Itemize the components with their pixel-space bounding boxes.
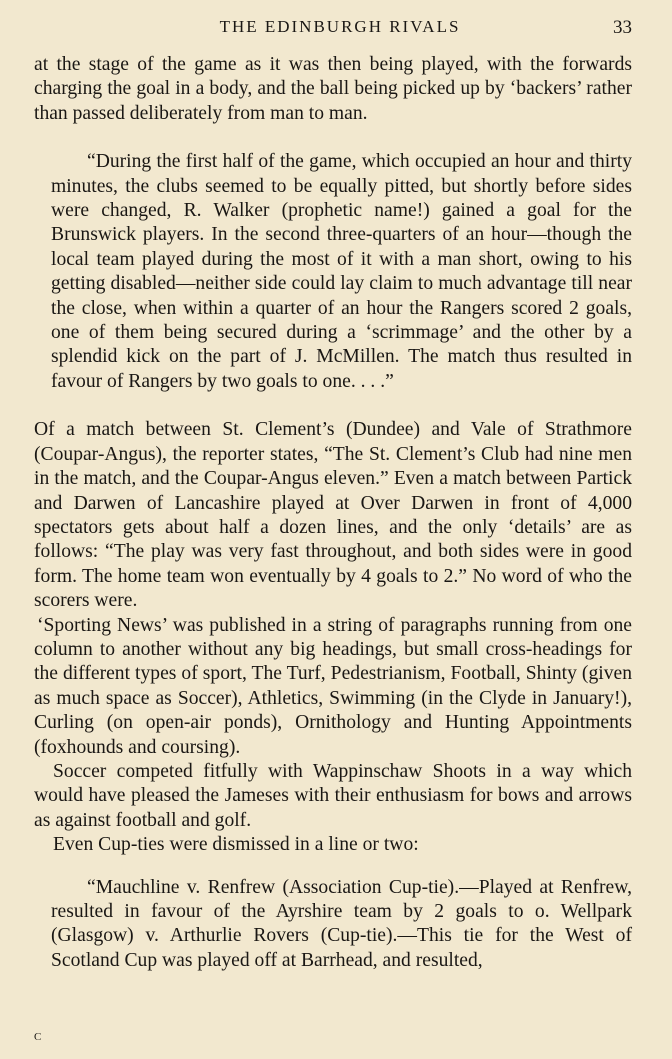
page-number: 33 (613, 17, 632, 38)
body-text (34, 53, 632, 973)
signature-mark: c (34, 1028, 42, 1044)
paragraph-wappinschaw: Soccer competed fitfully with Wappinschaw Shoots in a way which would have pleased the Jameses with their enthusiasm for bows and arrows as against football and golf. (34, 760, 632, 831)
paragraph-sporting-news: ‘Sporting News’ was published in a string of paragraphs running from one column to another without any big headings, but small cross-headings for the different types of sport, The Turf, Pedestrianism, Football, Shinty (given as much space as Soccer), Athletics, Swimming (in the Clyde in January!), Curling (on open-air ponds), Ornithology and Hunting Appointments (foxhounds and coursing). (34, 614, 632, 758)
paragraph-st-clements: Of a match between St. Clement’s (Dundee) and Vale of Strathmore (Coupar-Angus), the reporter states, “The St. Clement’s Club had nine men in the match, and the Coupar-Angus eleven.” Even a match between Partick and Darwen of Lancashire played at Over Darwen in front of 4,000 spectators gets about half a dozen lines, and the only ‘details’ are as follows: “The play was very fast throughout, and both sides were in good form. The home team won eventually by 4 goals to 2.” No word of who the scorers were. (34, 419, 632, 612)
paragraph-cup-ties: Even Cup-ties were dismissed in a line or two: (53, 834, 419, 856)
paragraph-quote-cup-ties: “Mauchline v. Renfrew (Association Cup-tie).—Played at Renfrew, resulted in favour of the Ayrshire team by 2 goals to o. Wellpark (Glasgow) v. Arthurlie Rovers (Cup-tie).—This tie for the West of Scotland Cup was played off at Barrhead, and resulted, (51, 876, 632, 971)
paragraph-continuation: at the stage of the game as it was then being played, with the forwards charging the goal in a body, and the ball being picked up by ‘backers’ rather than passed deliberately from man to man. (34, 54, 632, 124)
running-head: THE EDINBURGH RIVALS (219, 17, 461, 36)
paragraph-quote-match-report: “During the first half of the game, which occupied an hour and thirty minutes, the clubs seemed to be equally pitted, but shortly before sides were changed, R. Walker (prophetic name!) gained a goal for the Brunswick players. In the second three-quarters of an hour—though the local team played during the most of it with a man short, owing to his getting disabled—neither side could lay claim to much advantage till near the close, when within a quarter of an hour the Rangers scored 2 goals, one of them being secured during a ‘scrimmage’ and the other by a splendid kick on the part of J. McMillen. The match thus resulted in favour of Rangers by two goals to one. . . .” (51, 151, 632, 392)
